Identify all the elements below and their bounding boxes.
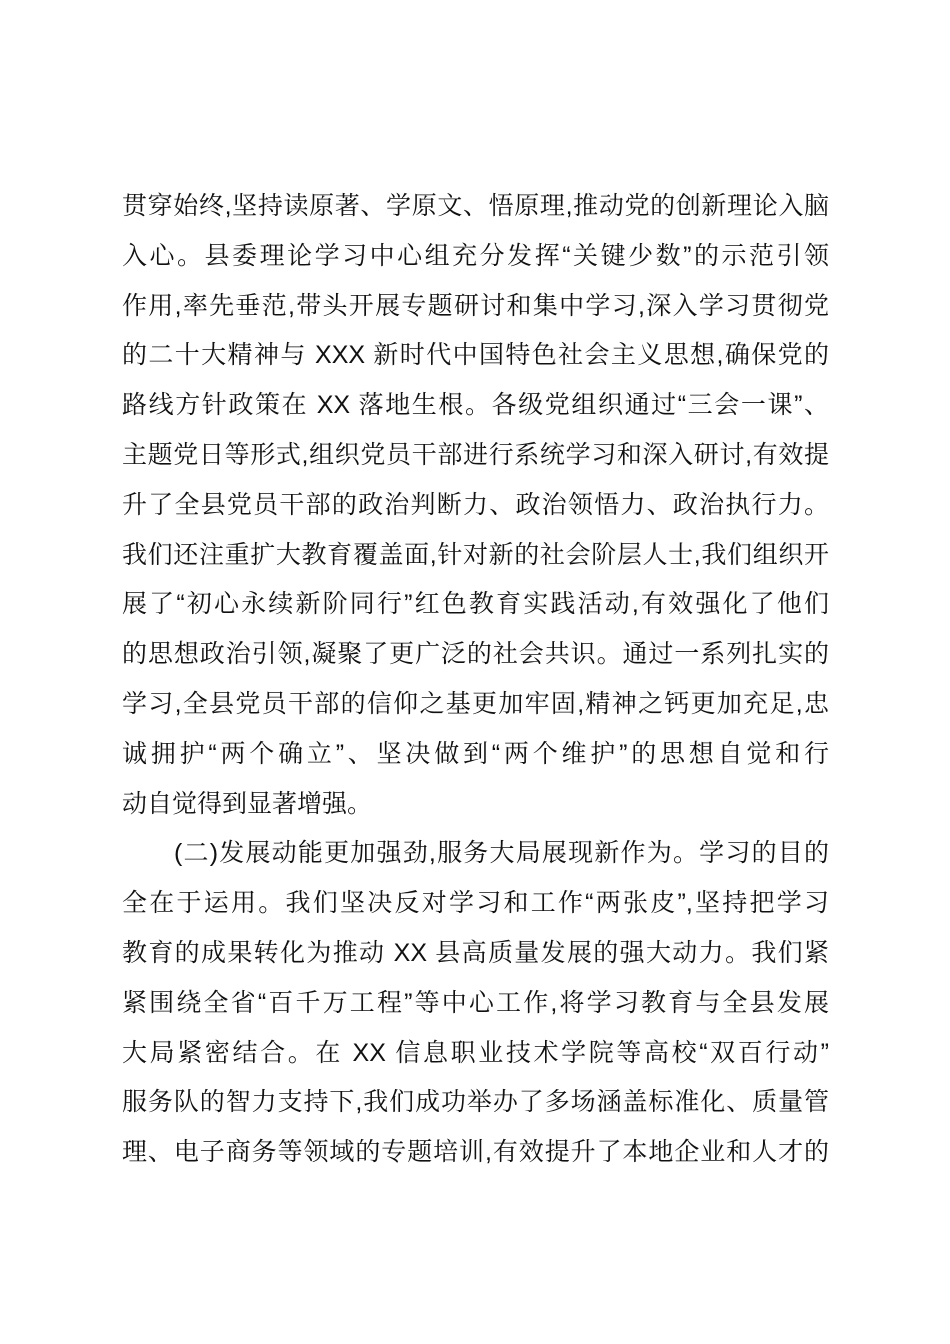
text-line: 理、电子商务等领域的专题培训,有效提升了本地企业和人才的 <box>122 1138 829 1167</box>
text-line: 我们还注重扩大教育覆盖面,针对新的社会阶层人士,我们组织开 <box>122 540 829 569</box>
text-line: 大局紧密结合。在 XX 信息职业技术学院等高校“双百行动” <box>122 1038 829 1067</box>
text-line: 服务队的智力支持下,我们成功举办了多场涵盖标准化、质量管 <box>122 1088 829 1117</box>
text-line: 贯穿始终,坚持读原著、学原文、悟原理,推动党的创新理论入脑 <box>122 192 829 220</box>
text-line: 的思想政治引领,凝聚了更广泛的社会共识。通过一系列扎实的 <box>122 640 829 669</box>
text-line: 教育的成果转化为推动 XX 县高质量发展的强大动力。我们紧 <box>122 938 829 967</box>
text-line: 学习,全县党员干部的信仰之基更加牢固,精神之钙更加充足,忠 <box>122 689 829 718</box>
text-line: 主题党日等形式,组织党员干部进行系统学习和深入研讨,有效提 <box>122 440 829 469</box>
text-line: 诚拥护“两个确立”、坚决做到“两个维护”的思想自觉和行 <box>122 739 829 768</box>
text-line: 动自觉得到显著增强。 <box>122 789 373 818</box>
text-line: (二)发展动能更加强劲,服务大局展现新作为。学习的目的 <box>174 839 829 868</box>
text-line: 路线方针政策在 XX 落地生根。各级党组织通过“三会一课”、 <box>122 391 829 420</box>
text-line: 升了全县党员干部的政治判断力、政治领悟力、政治执行力。 <box>122 490 829 519</box>
text-line: 展了“初心永续新阶同行”红色教育实践活动,有效强化了他们 <box>122 590 829 619</box>
text-line: 作用,率先垂范,带头开展专题研讨和集中学习,深入学习贯彻党 <box>122 291 829 320</box>
text-line: 入心。县委理论学习中心组充分发挥“关键少数”的示范引领 <box>122 241 829 270</box>
text-line: 全在于运用。我们坚决反对学习和工作“两张皮”,坚持把学习 <box>122 889 829 918</box>
text-block <box>122 182 829 1178</box>
text-line: 紧围绕全省“百千万工程”等中心工作,将学习教育与全县发展 <box>122 988 829 1017</box>
text-line: 的二十大精神与 XXX 新时代中国特色社会主义思想,确保党的 <box>122 341 829 370</box>
